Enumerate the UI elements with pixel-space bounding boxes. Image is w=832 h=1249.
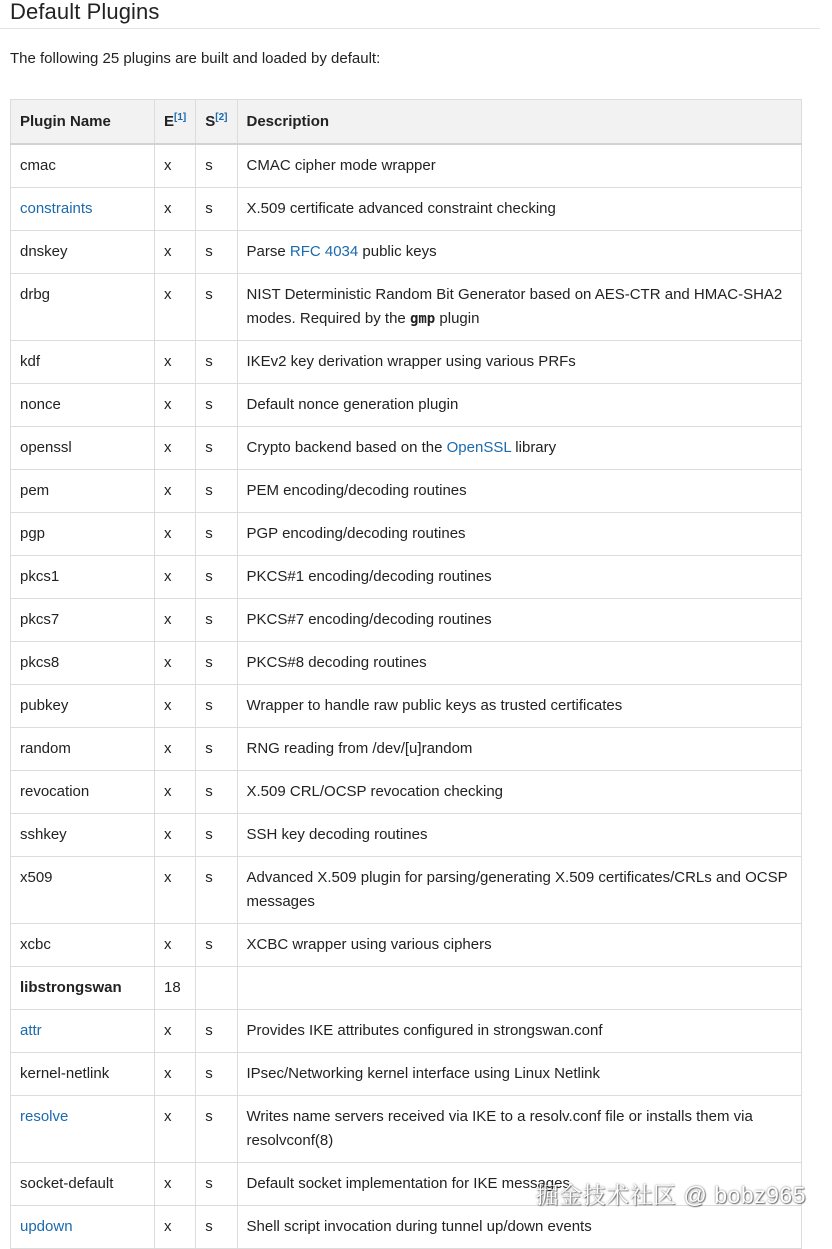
e-flag: x (155, 1096, 196, 1163)
table-row (11, 556, 802, 599)
e-flag: x (155, 556, 196, 599)
plugin-link-attr[interactable]: attr (20, 1022, 42, 1039)
e-flag: x (155, 1053, 196, 1096)
s-flag: s (196, 728, 237, 771)
e-flag: x (155, 470, 196, 513)
description-text: Crypto backend based on the (246, 439, 447, 456)
header-s (196, 100, 237, 145)
table-row (11, 642, 802, 685)
e-flag: x (155, 728, 196, 771)
s-flag: s (196, 857, 237, 924)
s-flag: s (196, 685, 237, 728)
plugin-name: openssl (11, 427, 155, 470)
plugin-name: x509 (11, 857, 155, 924)
description-text: Parse (246, 243, 290, 260)
e-flag: x (155, 274, 196, 341)
header-s-label: S (205, 112, 216, 130)
s-flag: s (196, 599, 237, 642)
plugin-description: Wrapper to handle raw public keys as trusted certificates (237, 685, 802, 728)
plugin-name: cmac (11, 144, 155, 188)
footnote-1-link[interactable]: [1] (174, 111, 187, 123)
header-description: Description (237, 100, 802, 145)
plugin-description (237, 231, 802, 274)
e-flag: x (155, 771, 196, 814)
plugin-group-name: libstrongswan (11, 967, 155, 1010)
table-row (11, 685, 802, 728)
s-flag: s (196, 188, 237, 231)
plugin-description: Writes name servers received via IKE to a resolv.conf file or installs them via resolvconf(8) (237, 1096, 802, 1163)
s-flag: s (196, 1053, 237, 1096)
table-row (11, 1053, 802, 1096)
e-flag: x (155, 513, 196, 556)
plugin-description: PKCS#8 decoding routines (237, 642, 802, 685)
plugin-name: dnskey (11, 231, 155, 274)
plugin-description: PGP encoding/decoding routines (237, 513, 802, 556)
table-row (11, 470, 802, 513)
plugin-name: kernel-netlink (11, 1053, 155, 1096)
plugin-count: 18 (155, 967, 196, 1010)
plugin-description: XCBC wrapper using various ciphers (237, 924, 802, 967)
plugin-link-updown[interactable]: updown (20, 1218, 73, 1235)
e-flag: x (155, 685, 196, 728)
plugin-description: IKEv2 key derivation wrapper using various PRFs (237, 341, 802, 384)
plugin-name: nonce (11, 384, 155, 427)
plugin-description: IPsec/Networking kernel interface using Linux Netlink (237, 1053, 802, 1096)
table-summary-row (11, 967, 802, 1010)
description-text: library (511, 439, 557, 456)
plugin-description: Provides IKE attributes configured in strongswan.conf (237, 1010, 802, 1053)
table-row (11, 814, 802, 857)
plugin-description: SSH key decoding routines (237, 814, 802, 857)
header-e (155, 100, 196, 145)
plugin-name: socket-default (11, 1163, 155, 1206)
s-flag: s (196, 1163, 237, 1206)
table-row (11, 427, 802, 470)
plugin-name: pgp (11, 513, 155, 556)
plugin-description: PKCS#7 encoding/decoding routines (237, 599, 802, 642)
s-flag (196, 967, 237, 1010)
plugin-description: RNG reading from /dev/[u]random (237, 728, 802, 771)
plugin-name-cell (11, 1010, 155, 1053)
e-flag: x (155, 642, 196, 685)
plugin-description (237, 427, 802, 470)
plugin-name: pem (11, 470, 155, 513)
plugin-description: X.509 CRL/OCSP revocation checking (237, 771, 802, 814)
title-divider (0, 28, 820, 29)
e-flag: x (155, 231, 196, 274)
header-plugin-name: Plugin Name (11, 100, 155, 145)
s-flag: s (196, 1010, 237, 1053)
s-flag: s (196, 814, 237, 857)
plugin-name: pkcs8 (11, 642, 155, 685)
s-flag: s (196, 924, 237, 967)
e-flag: x (155, 188, 196, 231)
plugin-name-cell (11, 1096, 155, 1163)
table-row (11, 924, 802, 967)
table-row (11, 384, 802, 427)
table-row (11, 1010, 802, 1053)
openssl-link[interactable]: OpenSSL (446, 439, 512, 456)
s-flag: s (196, 1206, 237, 1249)
e-flag: x (155, 599, 196, 642)
table-row (11, 857, 802, 924)
plugin-description: CMAC cipher mode wrapper (237, 144, 802, 188)
plugin-name: pkcs1 (11, 556, 155, 599)
plugin-description: Default socket implementation for IKE messages (237, 1163, 802, 1206)
plugin-name: random (11, 728, 155, 771)
table-row (11, 513, 802, 556)
s-flag: s (196, 513, 237, 556)
plugin-description: Advanced X.509 plugin for parsing/generating X.509 certificates/CRLs and OCSP messages (237, 857, 802, 924)
s-flag: s (196, 1096, 237, 1163)
plugins-table (10, 99, 802, 1249)
table-row (11, 188, 802, 231)
e-flag: x (155, 341, 196, 384)
table-row (11, 341, 802, 384)
e-flag: x (155, 1163, 196, 1206)
e-flag: x (155, 814, 196, 857)
s-flag: s (196, 274, 237, 341)
e-flag: x (155, 427, 196, 470)
s-flag: s (196, 384, 237, 427)
watermark-text: 掘金技术社区 @ bobz965 (535, 1182, 806, 1208)
plugin-name: kdf (11, 341, 155, 384)
plugin-name: sshkey (11, 814, 155, 857)
gmp-code: gmp (409, 311, 436, 327)
plugin-description: PEM encoding/decoding routines (237, 470, 802, 513)
rfc-4034-link[interactable]: RFC 4034 (289, 243, 359, 260)
plugin-name: revocation (11, 771, 155, 814)
s-flag: s (196, 556, 237, 599)
s-flag: s (196, 470, 237, 513)
table-row (11, 728, 802, 771)
s-flag: s (196, 341, 237, 384)
plugin-description (237, 967, 802, 1010)
plugin-name-cell (11, 188, 155, 231)
plugin-name: pkcs7 (11, 599, 155, 642)
plugin-link-resolve[interactable]: resolve (20, 1108, 69, 1125)
plugin-description (237, 274, 802, 341)
intro-text: The following 25 plugins are built and loaded by default: (10, 50, 381, 67)
plugin-name: pubkey (11, 685, 155, 728)
page-title: Default Plugins (10, 0, 160, 24)
plugin-name: drbg (11, 274, 155, 341)
table-row (11, 274, 802, 341)
e-flag: x (155, 1206, 196, 1249)
plugin-name: xcbc (11, 924, 155, 967)
s-flag: s (196, 771, 237, 814)
description-text: NIST Deterministic Random Bit Generator based on AES-CTR and HMAC-SHA2 modes. Required by the (246, 286, 783, 327)
description-text: public keys (358, 243, 437, 260)
footnote-2-link[interactable]: [2] (215, 111, 228, 123)
e-flag: x (155, 1010, 196, 1053)
e-flag: x (155, 144, 196, 188)
header-e-label: E (164, 112, 175, 130)
table-row (11, 599, 802, 642)
plugin-description: PKCS#1 encoding/decoding routines (237, 556, 802, 599)
table-row (11, 1206, 802, 1249)
table-row (11, 1096, 802, 1163)
e-flag: x (155, 857, 196, 924)
table-header-row (11, 100, 802, 145)
table-row (11, 771, 802, 814)
plugin-description: Shell script invocation during tunnel up/down events (237, 1206, 802, 1249)
s-flag: s (196, 642, 237, 685)
plugin-name-cell (11, 1206, 155, 1249)
plugin-description: Default nonce generation plugin (237, 384, 802, 427)
s-flag: s (196, 427, 237, 470)
plugin-link-constraints[interactable]: constraints (20, 200, 93, 217)
e-flag: x (155, 924, 196, 967)
plugin-description: X.509 certificate advanced constraint checking (237, 188, 802, 231)
description-text: plugin (435, 310, 480, 327)
table-row (11, 231, 802, 274)
e-flag: x (155, 384, 196, 427)
s-flag: s (196, 144, 237, 188)
table-row (11, 144, 802, 188)
s-flag: s (196, 231, 237, 274)
